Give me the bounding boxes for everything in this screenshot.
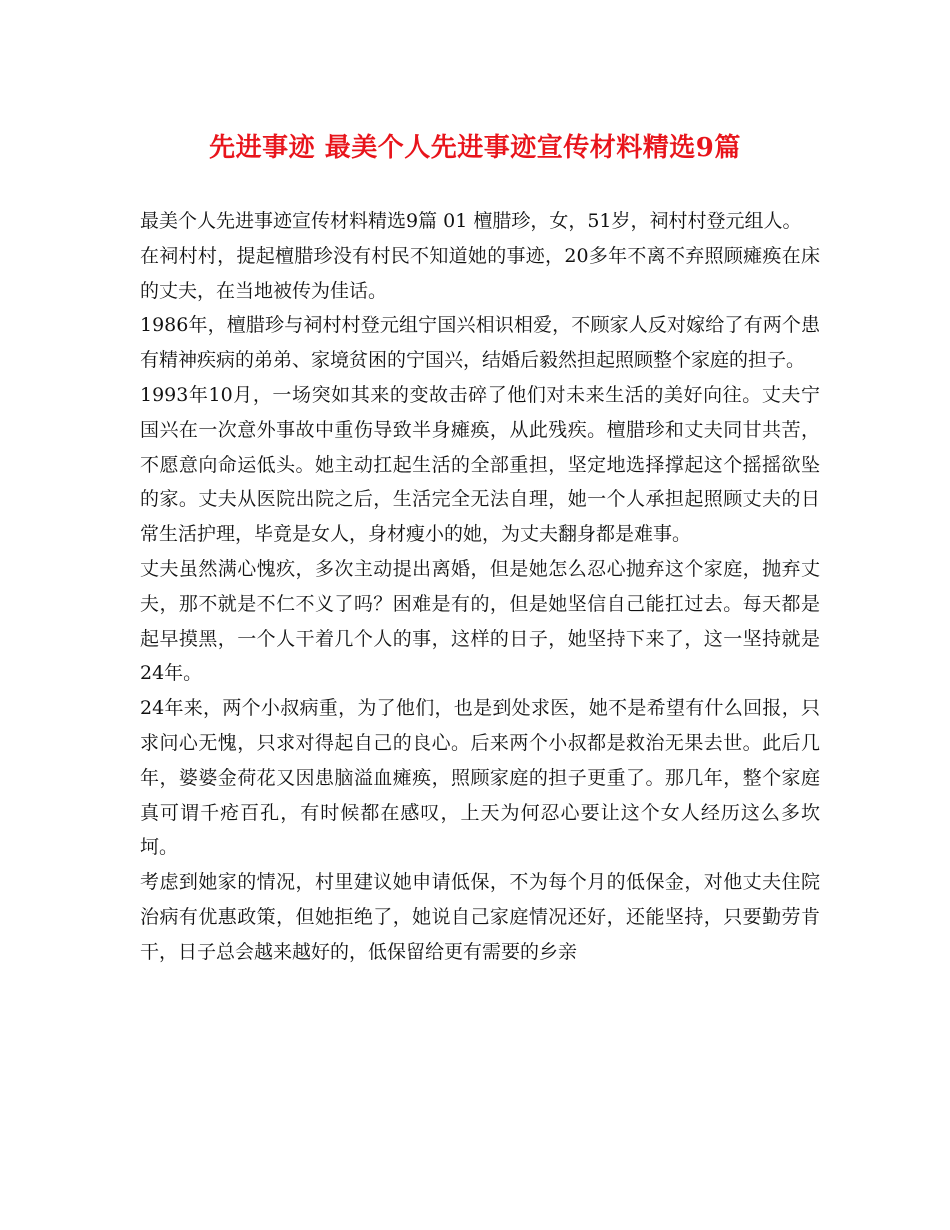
paragraph: 1993年10月，一场突如其来的变故击碎了他们对未来生活的美好向往。丈夫宁国兴在一次意外事故中重伤导致半身瘫痪，从此残疾。檀腊珍和丈夫同甘共苦，不愿意向命运低头。她主动扛起生活的全部重担，坚定地选择撑起这个摇摇欲坠的家。丈夫从医院出院之后，生活完全无法自理，她一个人承担起照顾丈夫的日常生活护理，毕竟是女人，身材瘦小的她，为丈夫翻身都是难事。 — [140, 383, 820, 546]
paragraph: 考虑到她家的情况，村里建议她申请低保，不为每个月的低保金，对他丈夫住院治病有优惠政策，但她拒绝了，她说自己家庭情况还好，还能坚持，只要勤劳肯干，日子总会越来越好的，低保留给更有需要的乡亲 — [140, 871, 820, 963]
document-title: 先进事迹 最美个人先进事迹宣传材料精选9篇 — [209, 133, 741, 163]
document-body — [140, 204, 820, 970]
paragraph: 最美个人先进事迹宣传材料精选9篇 01 檀腊珍，女，51岁，祠村村登元组人。 — [140, 210, 802, 232]
paragraph: 1986年，檀腊珍与祠村村登元组宁国兴相识相爱，不顾家人反对嫁给了有两个患有精神疾病的弟弟、家境贫困的宁国兴，结婚后毅然担起照顾整个家庭的担子。 — [140, 314, 820, 372]
paragraph: 丈夫虽然满心愧疚，多次主动提出离婚，但是她怎么忍心抛弃这个家庭，抛弃丈夫，那不就是不仁不义了吗？困难是有的，但是她坚信自己能扛过去。每天都是起早摸黑，一个人干着几个人的事，这样的日子，她坚持下来了，这一坚持就是24年。 — [140, 557, 820, 685]
paragraph: 24年来，两个小叔病重，为了他们，也是到处求医，她不是希望有什么回报，只求问心无愧，只求对得起自己的良心。后来两个小叔都是救治无果去世。此后几年，婆婆金荷花又因患脑溢血瘫痪，照顾家庭的担子更重了。那几年，整个家庭真可谓千疮百孔，有时候都在感叹，上天为何忍心要让这个女人经历这么多坎坷。 — [140, 697, 820, 859]
paragraph: 在祠村村，提起檀腊珍没有村民不知道她的事迹，20多年不离不弃照顾瘫痪在床的丈夫，在当地被传为佳话。 — [140, 244, 820, 302]
